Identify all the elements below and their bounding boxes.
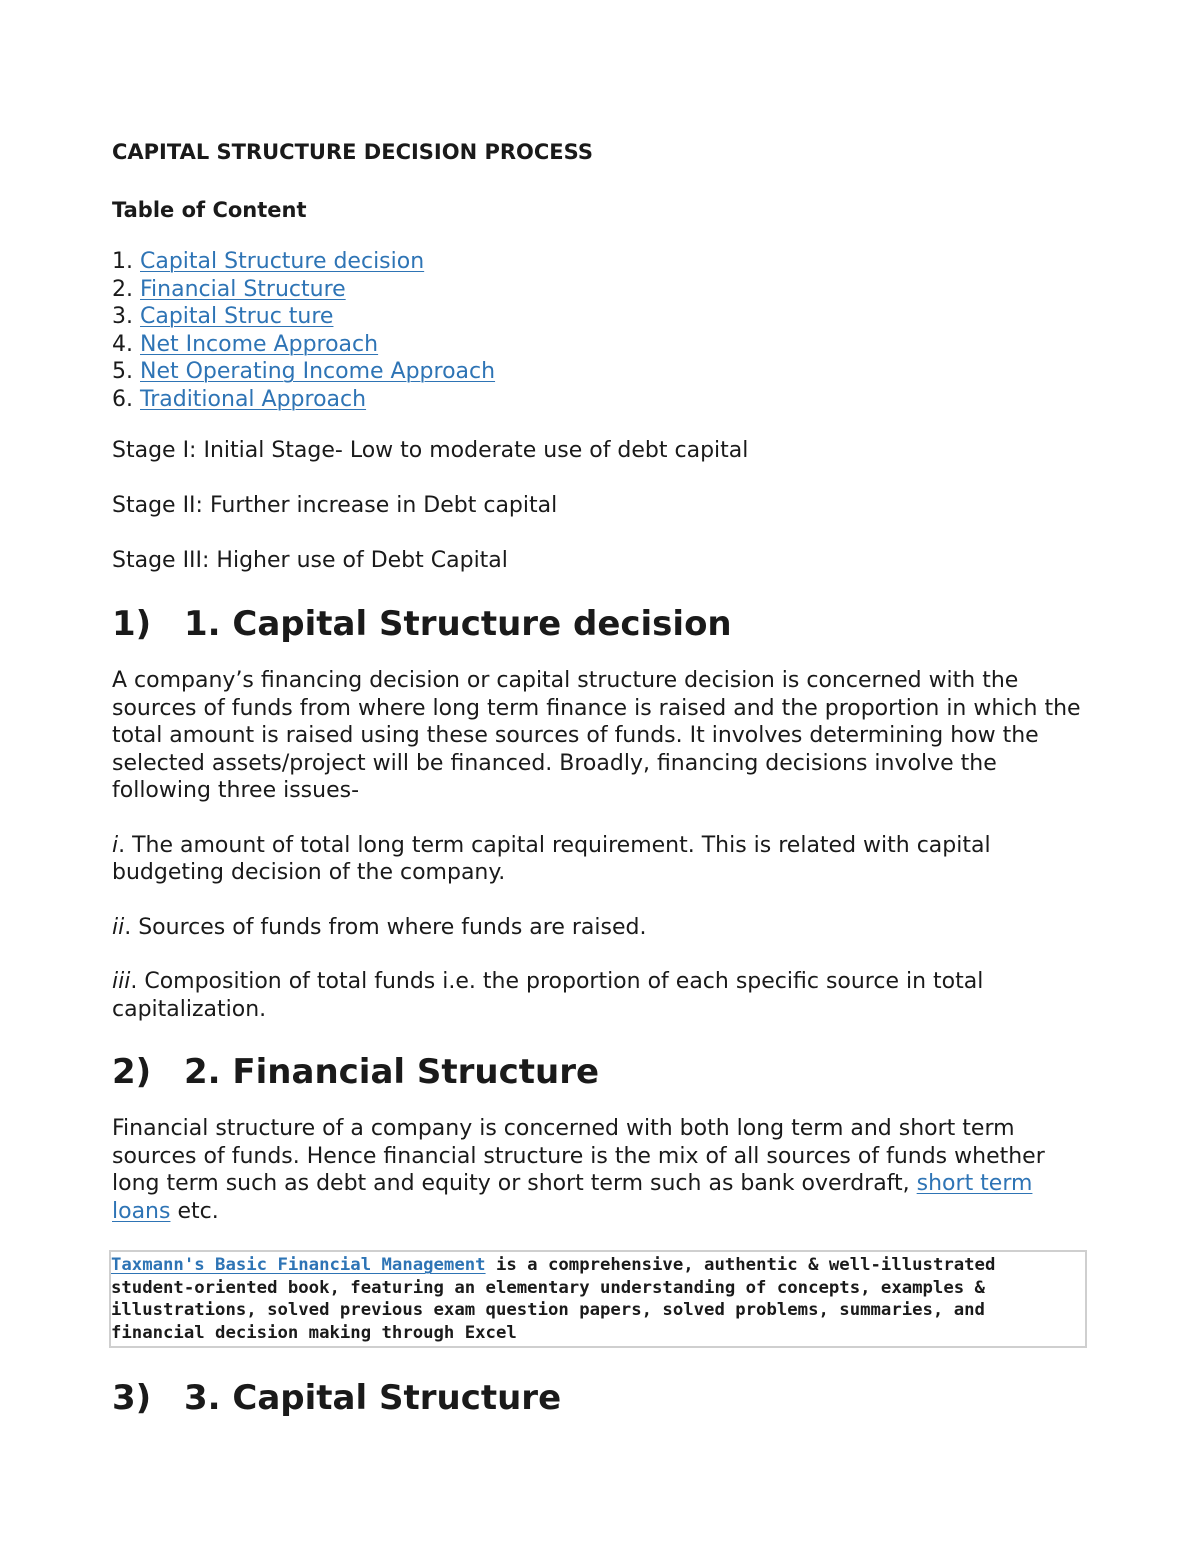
section-2-title: 2. Financial Structure xyxy=(184,1052,600,1092)
toc-item-financial-structure xyxy=(112,276,1090,304)
toc-number: 3. xyxy=(112,304,133,329)
toc-number: 5. xyxy=(112,359,133,384)
stage-3-text: Stage III: Higher use of Debt Capital xyxy=(112,548,508,573)
toc-link-net-operating-income-approach[interactable]: Net Operating Income Approach xyxy=(140,359,496,384)
toc-item-net-income-approach xyxy=(112,331,1090,359)
toc-link-financial-structure[interactable]: Financial Structure xyxy=(140,276,346,302)
toc-link-net-income-approach[interactable]: Net Income Approach xyxy=(140,331,379,357)
section-1-heading xyxy=(112,602,1090,646)
toc-item-traditional-approach xyxy=(112,386,1090,414)
toc-link-capital-structure[interactable]: Capital Struc ture xyxy=(140,304,334,329)
section-2-paragraph xyxy=(112,1115,1090,1225)
item-marker: ii xyxy=(112,914,125,940)
section-1-title: 1. Capital Structure decision xyxy=(184,604,732,644)
toc-number: 1. xyxy=(112,249,133,274)
toc-item-net-operating-income-approach xyxy=(112,358,1090,386)
section-1-intro: A company’s financing decision or capital structure decision is concerned with the sources of funds from where long term finance is raised and the proportion in which the total amount is raised using these sources of funds. It involves determining how the selected assets/project will be financed. Broadly, financing decisions involve the following three issues- xyxy=(112,668,1081,803)
section-2-heading xyxy=(112,1050,1090,1094)
item-text: . Composition of total funds i.e. the proportion of each specific source in total capitalization. xyxy=(112,969,984,1022)
section-3-title: 3. Capital Structure xyxy=(184,1378,562,1418)
toc-number: 6. xyxy=(112,386,133,412)
toc-link-capital-structure-decision[interactable]: Capital Structure decision xyxy=(140,249,425,274)
section-2-text: Financial structure of a company is concerned with both long term and short term sources of funds. Hence financial structure is the mix of all sources of funds whether long term such as debt and equity or short term such as bank overdraft, xyxy=(112,1116,1045,1196)
section-1-number: 1) xyxy=(112,604,152,644)
section-2-number: 2) xyxy=(112,1052,152,1092)
toc-item-capital-structure xyxy=(112,303,1090,331)
stage-1-text: Stage I: Initial Stage- Low to moderate use of debt capital xyxy=(112,438,749,463)
item-marker: i xyxy=(112,832,119,858)
toc-number: 2. xyxy=(112,276,133,302)
section-2-text-end: etc. xyxy=(170,1198,219,1224)
toc-item-capital-structure-decision xyxy=(112,248,1090,276)
stage-2-text: Stage II: Further increase in Debt capital xyxy=(112,493,558,518)
item-marker: iii xyxy=(112,969,131,994)
book-promo-box xyxy=(109,1250,1087,1348)
taxmann-book-link[interactable]: Taxmann's Basic Financial Management xyxy=(111,1255,486,1275)
section-1-item-iii xyxy=(112,968,1090,1023)
item-text: . The amount of total long term capital requirement. This is related with capital budgeting decision of the company. xyxy=(112,832,991,885)
toc-number: 4. xyxy=(112,331,133,357)
document-title: CAPITAL STRUCTURE DECISION PROCESS xyxy=(112,140,593,164)
section-3-heading xyxy=(112,1376,1090,1420)
section-1-item-i xyxy=(112,832,1090,887)
book-promo-text: is a comprehensive, authentic & well-illustrated student-oriented book, featuring an elementary understanding of concepts, examples & illustrations, solved previous exam question papers, solved problems, summaries, and financial decision making through Excel xyxy=(111,1255,996,1343)
table-of-contents xyxy=(112,248,1090,413)
short-term-loans-link[interactable]: short term loans xyxy=(112,1171,1033,1224)
item-text: . Sources of funds from where funds are raised. xyxy=(124,914,647,940)
section-3-number: 3) xyxy=(112,1378,152,1418)
section-1-item-ii xyxy=(112,914,1090,942)
toc-link-traditional-approach[interactable]: Traditional Approach xyxy=(140,386,367,412)
toc-heading: Table of Content xyxy=(112,198,307,222)
